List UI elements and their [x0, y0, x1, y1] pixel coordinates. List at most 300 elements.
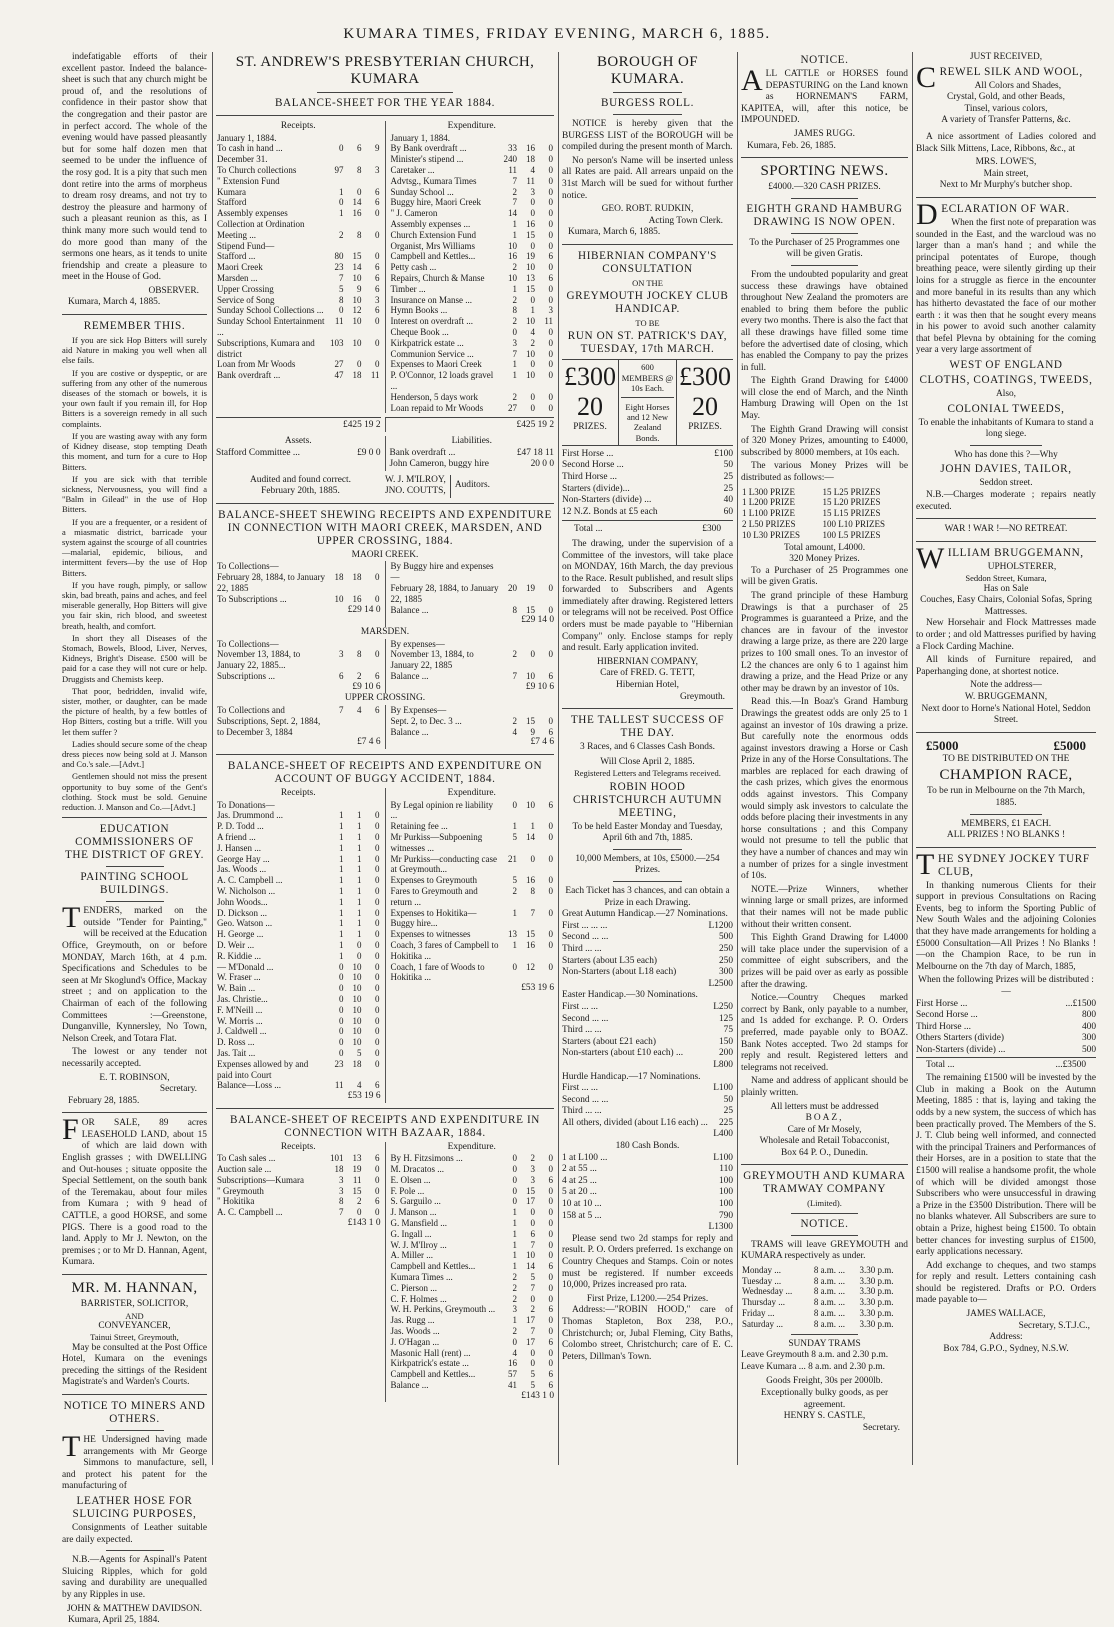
- ledger-amount: 0: [375, 875, 380, 886]
- bs2-title: BALANCE-SHEET SHEWING RECEIPTS AND EXPENDITURE IN CONNECTION WITH MAORI CREEK, MARSDEN, AND UPPER CROSSING, 1884.: [218, 508, 552, 547]
- prize-value: 100: [718, 1199, 733, 1210]
- robin-held: To be held Easter Monday and Tuesday, April 6th and 7th, 1885.: [572, 821, 723, 844]
- education-title: EDUCATION COMMISSIONERS OF THE DISTRICT OF GREY.: [65, 823, 204, 862]
- table-cell: 15 L15 PRIZES: [822, 508, 881, 519]
- ledger-amount: [500, 705, 518, 716]
- ledger-item: February 28, 1884, to January 22, 1885: [217, 572, 325, 594]
- ledger-amount: 0: [375, 853, 380, 864]
- ledger-item: Marsden ...: [217, 272, 258, 283]
- ledger-amount: 9: [530, 726, 535, 737]
- consignments: Consignments of Leather suitable are daily expected.: [62, 1522, 207, 1545]
- ledger-amount: 6: [548, 272, 553, 283]
- ledger-amount: 8: [357, 649, 362, 660]
- ledger-amount: 16: [526, 875, 535, 886]
- ledger-amount: 10: [352, 337, 362, 348]
- ledger-amount: 10: [526, 671, 535, 682]
- tender-role: Secretary.: [159, 1084, 197, 1095]
- wallace-role: Secretary, S.T.J.C.,: [1018, 1320, 1090, 1331]
- hannan-line: BARRISTER, SOLICITOR,: [80, 1299, 189, 1310]
- ledger-row: [216, 1037, 381, 1048]
- prize-row: [562, 1037, 733, 1049]
- asset-label: Stafford Committee ...: [216, 447, 300, 458]
- ledger-row: [390, 561, 555, 583]
- ledger-amount: [518, 639, 536, 650]
- ledger-amount: [363, 561, 381, 572]
- ledger-amount: 0: [375, 1047, 380, 1058]
- ledger-item: Jas. Drummond ...: [217, 810, 283, 821]
- shades: All Colors and Shades,: [974, 80, 1062, 91]
- ledger-row: [216, 284, 381, 295]
- robin-hood-title: ROBIN HOOD CHRISTCHURCH AUTUMN MEETING,: [572, 780, 723, 819]
- ledger-row: [216, 854, 381, 865]
- ledger-amount: [363, 241, 381, 252]
- ledger-amount: 6: [375, 197, 380, 208]
- prize-row: [562, 932, 733, 944]
- ledger-amount: 1: [512, 218, 517, 229]
- ledger-amount: 2: [512, 262, 517, 273]
- ledger-item: By Bank overdraft ...: [390, 143, 467, 154]
- prize-value: 25: [723, 483, 733, 494]
- ledger-amount: 10: [352, 1026, 362, 1037]
- table-cell: Monday ...: [742, 1264, 781, 1275]
- ledger-item: Campbell and Kettles...: [390, 1261, 476, 1272]
- ledger-item: Buggy hire, Maori Creek: [390, 197, 481, 208]
- borough-text: NOTICE is hereby given that the BURGESS LIST of the BOROUGH will be compiled during the present month of March.: [562, 119, 733, 153]
- ledger-amount: 6: [548, 671, 553, 682]
- ledger-row: [216, 962, 381, 973]
- davies-tailor: JOHN DAVIES, TAILOR,: [940, 463, 1072, 476]
- ledger-amount: 15: [526, 715, 535, 726]
- declaration-text: When the first note of preparation was sounded in the East, and the warcloud was no larger than a man's hand ; and while the principal potentates of Europe, though breathing peace, were silently girding up their loins for a struggle as fierce in the encounter and more baneful in its results than any which has hitherto devastated the face of our mother earth : it was then that he sought every means in his power to avoid such another calamity that befel Plevna by obtaining for the coming year a very large assortment of: [916, 217, 1096, 356]
- ledger-amount: 0: [530, 1218, 535, 1229]
- ledger-amount: 0: [357, 186, 362, 197]
- prize-label: Others Starters (divide): [916, 1033, 1004, 1044]
- ledger-amount: [327, 154, 345, 165]
- upper-crossing-heading: UPPER CROSSING.: [344, 693, 426, 704]
- ledger-item: Caretaker ...: [390, 164, 435, 175]
- ledger-row: [390, 727, 555, 738]
- ledger-amount: 0: [375, 1015, 380, 1026]
- prize-row: [562, 495, 733, 507]
- prize-value: 110: [719, 1164, 733, 1175]
- castle-signature: HENRY S. CASTLE,: [783, 1411, 866, 1422]
- prize-row: [562, 944, 733, 956]
- ledger-item: Bank overdraft ...: [217, 370, 281, 381]
- marsden-heading: MARSDEN.: [360, 627, 410, 638]
- ledger-amount: 0: [548, 359, 553, 370]
- ledger-item: Interest on overdraft ...: [390, 316, 473, 327]
- ledger-amount: 7: [530, 1282, 535, 1293]
- ledger-row: [390, 583, 555, 605]
- prize-value: 100: [718, 1187, 733, 1198]
- ledger-item: Church Extension Fund: [390, 229, 476, 240]
- prize-label: 10 at 10 ...: [562, 1199, 602, 1210]
- five-thousand-header: [916, 738, 1096, 754]
- prize-count: 20: [577, 392, 603, 422]
- ledger-amount: 0: [548, 240, 553, 251]
- sjtc-box: Box 784, G.P.O., Sydney, N.S.W.: [943, 1343, 1069, 1354]
- ledger-amount: 1: [357, 875, 362, 886]
- ledger-amount: [536, 133, 554, 144]
- ledger-row: [216, 143, 381, 154]
- ledger-item: Assembly expenses: [217, 208, 288, 219]
- lowe-name: MRS. LOWE'S,: [975, 157, 1037, 168]
- prize-row: [562, 1153, 733, 1165]
- ledger-item: Loan repaid to Mr Woods: [390, 402, 484, 413]
- prizes-label: PRIZES.: [573, 422, 607, 433]
- prize-label: Non-Starters (divide) ...: [562, 495, 652, 506]
- marsden-total: £9 10 6: [352, 681, 381, 692]
- total-label: Total ...: [574, 524, 603, 535]
- ledger-amount: 0: [530, 391, 535, 402]
- ledger-amount: 2: [512, 1282, 517, 1293]
- ledger-amount: 6: [375, 671, 380, 682]
- ledger-amount: 14: [352, 262, 362, 273]
- prize-label: Second ... ...: [562, 932, 609, 943]
- st-andrews-subtitle: BALANCE-SHEET FOR THE YEAR 1884.: [274, 97, 496, 109]
- ledger-amount: 10: [352, 294, 362, 305]
- ledger-amount: 0: [375, 337, 380, 348]
- ledger-item: G. Mansfield ...: [390, 1218, 447, 1229]
- prize-row: [562, 1211, 733, 1223]
- ledger-amount: 18: [526, 154, 535, 165]
- easter-heading: Easter Handicap.—30 Nominations.: [562, 990, 698, 1001]
- ledger-row: [216, 133, 381, 144]
- bazaar-total: £143 1 0: [521, 1390, 554, 1401]
- great-autumn-total: L2500: [708, 978, 733, 989]
- ledger-item: To Donations—: [217, 799, 275, 810]
- ledger-item: R. Kiddie ...: [217, 950, 261, 961]
- ledger-item: Expenses allowed by and paid into Court: [217, 1058, 309, 1080]
- ledger-amount: 6: [375, 262, 380, 273]
- ledger-amount: 0: [548, 197, 553, 208]
- ledger-amount: 0: [548, 583, 553, 594]
- borough-title: BOROUGH OF KUMARA.: [596, 54, 699, 87]
- ledger-amount: 103: [330, 337, 344, 348]
- ledger-row: [390, 1250, 555, 1261]
- prize-label: First ... ... ...: [562, 920, 608, 931]
- ledger-amount: 6: [548, 1304, 553, 1315]
- ledger-row: [390, 1380, 555, 1391]
- ledger-amount: 0: [548, 831, 553, 842]
- ledger-amount: 0: [548, 326, 553, 337]
- first-prize: First Prize, L1200.—254 Prizes.: [586, 1293, 709, 1304]
- total-amount: Total amount, L4000.: [783, 542, 866, 553]
- ledger-amount: 41: [508, 1380, 517, 1391]
- hurdle-total: L400: [713, 1129, 733, 1140]
- ledger-amount: 0: [548, 715, 553, 726]
- ledger-amount: 12: [526, 961, 535, 972]
- ledger-item: A. C. Campbell ...: [217, 1207, 283, 1218]
- prize-label: Second ... ...: [562, 1013, 609, 1024]
- ledger-item: Auction sale ...: [217, 1164, 272, 1175]
- ledger-item: By Expenses—: [390, 705, 447, 716]
- table-cell: 8 a.m. ...: [813, 1297, 846, 1308]
- ledger-amount: 13: [508, 929, 517, 940]
- paragraph: To a Purchaser of 25 Programmes one will be given Gratis.: [741, 565, 908, 588]
- ledger-amount: 13: [352, 1153, 362, 1164]
- ledger-row: [216, 940, 381, 951]
- burgess-roll: BURGESS ROLL.: [601, 97, 694, 109]
- ledger-row: [390, 1186, 555, 1197]
- ledger-row: [216, 918, 381, 929]
- prize-value: 790: [718, 1210, 733, 1221]
- ledger-amount: 2: [512, 1326, 517, 1337]
- ledger-amount: 3: [512, 1304, 517, 1315]
- ledger-amount: 0: [548, 175, 553, 186]
- ledger-amount: [363, 639, 381, 650]
- wallace-signature: JAMES WALLACE,: [966, 1309, 1046, 1320]
- table-row: [741, 1286, 908, 1297]
- ledger-item: Geo. Watson ...: [217, 918, 273, 929]
- ledger-row: [216, 176, 381, 187]
- ledger-item: Masonic Hall (rent) ...: [390, 1347, 471, 1358]
- ledger-amount: 16: [508, 251, 517, 262]
- ledger-amount: 8: [339, 294, 344, 305]
- ledger-amount: 1: [339, 208, 344, 219]
- ledger-row: [390, 262, 555, 273]
- prize-label: First Horse ...: [916, 998, 968, 1009]
- ledger-amount: 18: [334, 1164, 344, 1175]
- ledger-amount: 0: [375, 993, 380, 1004]
- ledger-amount: 2: [512, 1293, 517, 1304]
- prize-value: 50: [723, 1094, 733, 1105]
- ledger-item: Minister's stipend ...: [390, 154, 464, 165]
- table-cell: 3.30 p.m.: [859, 1297, 894, 1308]
- ledger-amount: 7: [512, 348, 517, 359]
- ledger-amount: 0: [512, 326, 517, 337]
- ledger-item: Petty cash ...: [390, 262, 437, 273]
- ledger-amount: 1: [339, 929, 344, 940]
- ledger-row: [390, 1294, 555, 1305]
- paragraph: That poor, bedridden, invalid wife, sister, mother, or daughter, can be made the picture of health, by a few bottles of Hop Bitters, costing but a trifle. Will you let them suffer ?: [62, 685, 207, 737]
- bruggemann-signature: W. BRUGGEMANN,: [964, 691, 1048, 702]
- ledger-amount: [363, 800, 381, 811]
- ledger-amount: [500, 561, 518, 583]
- prize-row: [562, 1025, 733, 1037]
- ledger-amount: 7: [530, 1326, 535, 1337]
- st-andrews-totals: [216, 417, 554, 432]
- ledger-amount: 7: [530, 1239, 535, 1250]
- ledger-row: [216, 561, 381, 572]
- table-cell: 100 L10 PRIZES: [822, 519, 885, 530]
- robin-text: Please send two 2d stamps for reply and result. P. O. Orders preferred. 1s exchange on Country Cheques and Stamps. Coin or notes must be registered. If number exceeds 10,000, Prizes increased pro rata.: [562, 1233, 733, 1291]
- ledger-row: [390, 208, 555, 219]
- ledger-item: To Subscriptions ...: [217, 593, 287, 604]
- ledger-row: [216, 832, 381, 843]
- ledger-row: [390, 1218, 555, 1229]
- ledger-amount: 0: [548, 907, 553, 918]
- ledger-amount: 8: [339, 1196, 344, 1207]
- prize-label: All others, divided (about L16 each) ...: [562, 1117, 708, 1128]
- ledger-amount: 0: [375, 929, 380, 940]
- ledger-item: Jas. Christie...: [217, 993, 268, 1004]
- ledger-amount: 6: [375, 186, 380, 197]
- prize-value: 40: [723, 495, 733, 506]
- ledger-amount: 0: [375, 359, 380, 370]
- ledger-amount: 1: [512, 229, 517, 240]
- robin-members: 10,000 Members, at 10s, £5000.—254 Prizes.: [575, 853, 720, 876]
- ledger-amount: 7: [512, 197, 517, 208]
- ledger-amount: 0: [339, 1026, 344, 1037]
- ledger-amount: 7: [512, 671, 517, 682]
- prize-label: 1 at L100 ...: [562, 1152, 608, 1163]
- table-cell: Friday ...: [742, 1308, 775, 1319]
- ledger-amount: [345, 154, 363, 165]
- note-address: Note the address—: [970, 680, 1042, 691]
- ledger-item: A friend ...: [217, 831, 256, 842]
- ledger-amount: 8: [530, 885, 535, 896]
- hannan-line: CONVEYANCER,: [98, 1320, 171, 1331]
- upper-crossing-sheet: [216, 705, 554, 749]
- ledger-amount: 1: [512, 1228, 517, 1239]
- paragraph: The grand principle of these Hamburg Drawings is that a purchaser of 25 Programmes is guaranteed a Prize, and the chances are in favour of the investor drawing a large prize, as there are 220 large prizes to 100 small ones. To an investor of L2 the chances are only 6 to 1 against him drawing a prize, and the Head Prize or any other may be drawn by an investor of 10s.: [741, 590, 908, 694]
- ledger-amount: 0: [548, 1358, 553, 1369]
- ledger-item: C. Pierson ...: [390, 1282, 438, 1293]
- paragraph: indefatigable efforts of their excellent pastor. Indeed the balance-sheet is such that any church might be proud of, and the resolutions of confidence in their pastor show that the congregation and their pastor are in perfect accord. The whole of the evening would have passed pleasantly but for some half dozen men that seemed to be under the influence of the rosy god. It is a pity that such men dont retire into the arms of morpheus to dream rosy dreams, and not try to destroy the pleasure and harmony of such a pleasant reunion as this, as I think many more such would tend to do more good than many of the sermons one hears, as it tends to unite friendship and create a pleasure to meet in the House of God.: [62, 52, 207, 283]
- prize-label: 4 at 25 ...: [562, 1175, 597, 1186]
- ledger-amount: 1: [339, 907, 344, 918]
- ledger-row: [216, 639, 381, 650]
- ledger-amount: 0: [375, 918, 380, 929]
- ledger-amount: 1: [339, 853, 344, 864]
- prize-row: [562, 1048, 733, 1060]
- davidson-date: Kumara, April 25, 1884.: [68, 1615, 160, 1626]
- ledger-item: Communion Service ...: [390, 348, 474, 359]
- ledger-item: Hymn Books ...: [390, 305, 448, 316]
- ledger-amount: 0: [548, 1293, 553, 1304]
- ledger-amount: 0: [530, 359, 535, 370]
- marsden-sheet: [216, 639, 554, 694]
- bs4-title: BALANCE-SHEET OF RECEIPTS AND EXPENDITURE IN CONNECTION WITH BAZAAR, 1884.: [230, 1113, 540, 1139]
- ledger-amount: 0: [375, 983, 380, 994]
- ledger-row: [216, 1059, 381, 1081]
- ledger-amount: 0: [375, 649, 380, 660]
- ledger-amount: 0: [375, 316, 380, 327]
- prize-value: 25: [723, 1106, 733, 1117]
- ledger-row: [216, 908, 381, 919]
- ledger-row: [216, 273, 381, 284]
- ledger-amount: 1: [512, 370, 517, 381]
- table-cell: Saturday ...: [742, 1318, 783, 1329]
- table-row: [741, 1265, 908, 1276]
- ledger-amount: [518, 133, 536, 144]
- ledger-amount: 12: [352, 305, 362, 316]
- ledger-row: [216, 1005, 381, 1016]
- ledger-item: Retaining fee ...: [390, 821, 448, 832]
- letter-date: Kumara, March 4, 1885.: [68, 297, 161, 308]
- ledger-item: John Woods...: [217, 896, 268, 907]
- ledger-amount: 0: [339, 1015, 344, 1026]
- prize-value: L1200: [708, 920, 733, 931]
- ledger-amount: 0: [548, 143, 553, 154]
- furniture-repaired: All kinds of Furniture repaired, and Paperhanging done, at shortest notice.: [916, 655, 1096, 677]
- ledger-row: [216, 951, 381, 962]
- ledger-amount: 0: [548, 1272, 553, 1283]
- ledger-amount: 2: [512, 186, 517, 197]
- auditor-name: W. J. M'ILROY,: [385, 474, 446, 485]
- ledger-amount: 0: [548, 961, 553, 972]
- ledger-row: [390, 295, 555, 306]
- ledger-amount: [363, 154, 381, 165]
- audited-text: Audited and found correct.: [249, 474, 351, 485]
- ledger-row: [390, 821, 555, 832]
- ledger-row: [390, 1326, 555, 1337]
- column-rule: [558, 52, 559, 1465]
- ledger-amount: 1: [339, 896, 344, 907]
- ledger-amount: 0: [339, 972, 344, 983]
- ledger-amount: 10: [508, 272, 517, 283]
- ledger-amount: 1: [530, 821, 535, 832]
- ledger-row: [390, 1358, 555, 1369]
- ledger-item: J. Caldwell ...: [217, 1026, 267, 1037]
- ledger-amount: 9: [357, 283, 362, 294]
- prize-label: Starters (about L35 each): [562, 955, 658, 966]
- ledger-item: Henderson, 5 days work: [390, 391, 478, 402]
- receipts-heading: Receipts.: [280, 121, 316, 131]
- lowe-street: Main street,: [983, 168, 1029, 179]
- ledger-amount: 18: [352, 1058, 362, 1069]
- ledger-amount: 6: [548, 1174, 553, 1185]
- prize-value: 250: [718, 943, 733, 954]
- ledger-amount: 0: [375, 939, 380, 950]
- ledger-row: [390, 1369, 555, 1380]
- ledger-item: " Greymouth: [217, 1185, 264, 1196]
- goods-freight: Goods Freight, 30s per 2000lb.: [766, 1376, 883, 1387]
- table-row: [741, 1308, 908, 1319]
- couches: Couches, Easy Chairs, Colonial Sofas, Spring Mattresses.: [920, 595, 1092, 617]
- ledger-amount: 0: [530, 208, 535, 219]
- ledger-amount: 6: [375, 705, 380, 716]
- sjtc-following: When the following Prizes will be distributed :—: [918, 975, 1094, 998]
- liability-value: £47 18 11: [516, 447, 554, 458]
- ledger-item: December 31.: [217, 154, 268, 165]
- ledger-amount: 2: [512, 294, 517, 305]
- ledger-item: To Collections—: [217, 561, 279, 572]
- ledger-item: Expenses to Maori Creek: [390, 359, 482, 370]
- ledger-amount: 13: [526, 272, 535, 283]
- column-5: [916, 52, 1096, 1465]
- paragraph: If you are costive or dyspeptic, or are suffering from any other of the numerous diseases of the stomach or bowels, it is your own fault if you remain ill, for Hop Bitters is a sovereign remedy in all such complaints.: [62, 367, 207, 429]
- prize-value: L100: [713, 1152, 733, 1163]
- tender-note: The lowest or any tender not necessarily accepted.: [62, 1047, 207, 1069]
- ledger-amount: 6: [375, 1080, 380, 1091]
- tramway-title: GREYMOUTH AND KUMARA TRAMWAY COMPANY: [743, 1170, 906, 1196]
- who-done-this: Who has done this ?—Why: [954, 449, 1058, 460]
- ledger-item: F. Pole ...: [390, 1185, 425, 1196]
- prize-row: [562, 1187, 733, 1199]
- total-receipts: £425 19 2: [216, 417, 381, 432]
- column-3: [562, 52, 733, 1465]
- cash-bonds: [562, 1153, 733, 1223]
- auditors-label: Auditors.: [454, 480, 490, 491]
- liability-label: Bank overdraft ...: [389, 447, 456, 458]
- st-andrews-balance-sheet: [216, 121, 554, 413]
- ledger-amount: 11: [544, 316, 553, 327]
- ledger-amount: 0: [375, 831, 380, 842]
- ledger-amount: [536, 705, 554, 716]
- prize-row: [562, 1164, 733, 1176]
- ledger-amount: 0: [375, 229, 380, 240]
- ledger-amount: 0: [548, 1250, 553, 1261]
- st-andrews-title: ST. ANDREW'S PRESBYTERIAN CHURCH, KUMARA: [235, 54, 535, 87]
- ledger-amount: 17: [526, 1196, 535, 1207]
- next-door: Next door to Horne's National Hotel, Seddon Street.: [921, 703, 1091, 726]
- ledger-row: [390, 370, 555, 392]
- ledger-row: [390, 875, 555, 886]
- ledger-amount: 7: [512, 175, 517, 186]
- borough-role: Acting Town Clerk.: [648, 215, 723, 226]
